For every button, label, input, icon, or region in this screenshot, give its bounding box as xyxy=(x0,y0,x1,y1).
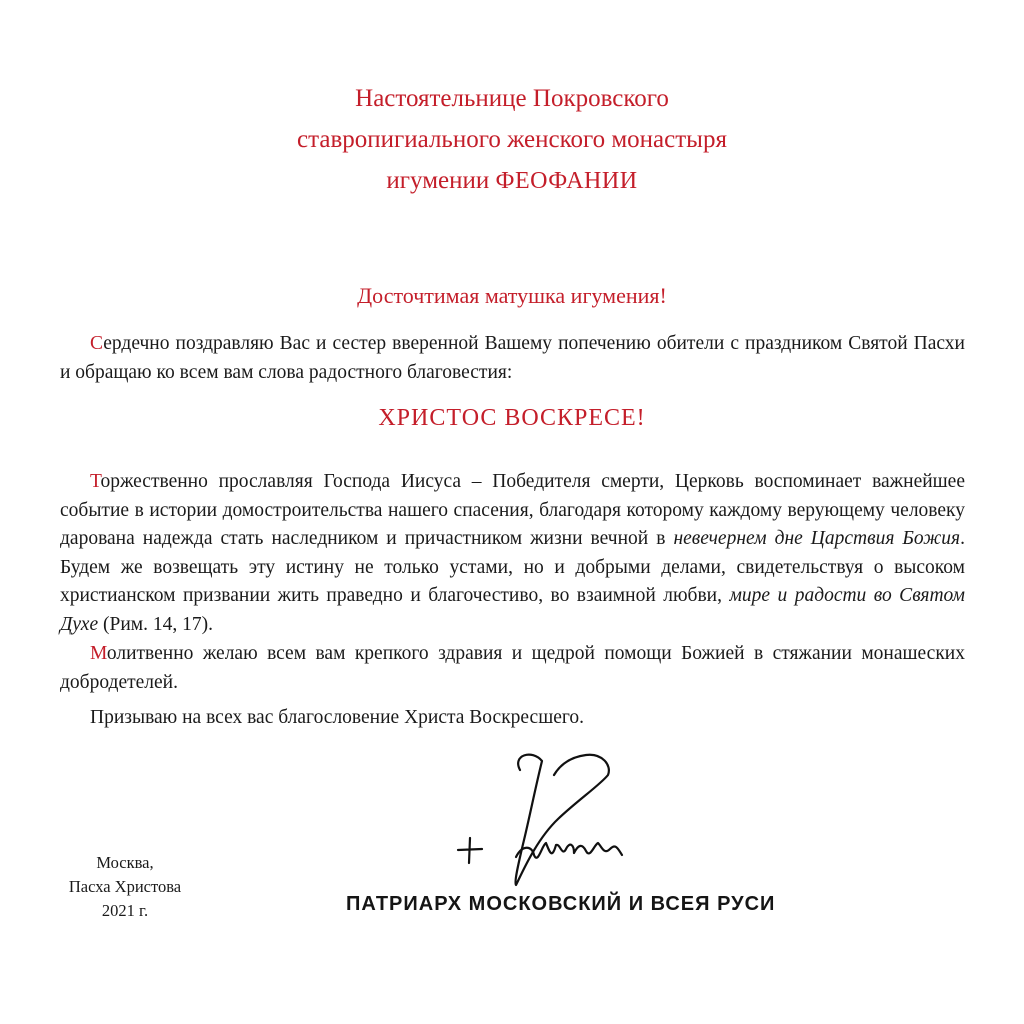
addressee-line-1: Настоятельнице Покровского xyxy=(355,85,669,112)
handwritten-signature xyxy=(450,745,640,900)
paragraph-text: ердечно поздравляю Вас и сестер вверенной Вашему попечению обители с праздником Святой Пасхи и обращаю ко всем вам слова радостного благовестия: xyxy=(60,333,965,383)
paragraph-text: олитвенно желаю всем вам крепкого здравия и щедрой помощи Божией в стяжании монашеских добродетелей. xyxy=(60,643,965,693)
paragraph-blessing xyxy=(60,704,965,733)
place-year: 2021 г. xyxy=(101,901,149,920)
addressee-line-3 xyxy=(0,160,1024,202)
paragraph-text: Призываю на всех вас благословение Христа Воскресшего. xyxy=(90,707,585,728)
paragraph-main xyxy=(60,468,965,639)
initial-letter: М xyxy=(90,643,107,664)
signature-cross xyxy=(458,838,482,863)
italic-quote: невечернем дне Царствия Божия xyxy=(673,528,961,549)
place-city: Москва, xyxy=(96,853,154,872)
addressee-title: игумении xyxy=(386,167,490,194)
addressee-line-2: ставропигиального женского монастыря xyxy=(297,126,727,153)
italic-quote: мире и радости во Святом Духе xyxy=(60,585,965,635)
signature-flourish xyxy=(515,755,608,885)
addressee-block xyxy=(0,78,1024,202)
initial-letter: Т xyxy=(90,471,101,492)
proclamation: ХРИСТОС ВОСКРЕСЕ! xyxy=(378,405,646,431)
salutation: Досточтимая матушка игумения! xyxy=(357,283,667,308)
paragraph-greeting xyxy=(60,330,965,387)
place-and-date xyxy=(40,851,210,923)
addressee-name: ФЕОФАНИИ xyxy=(495,168,638,194)
paragraph-text: . Будем же возвещать эту истину не только устами, но и добрыми делами, свидетельствуя о высоком христианском призвании жить праведно и благочестиво, во взаимной любви, xyxy=(60,528,965,606)
paragraph-wishes xyxy=(60,640,965,697)
place-occasion: Пасха Христова xyxy=(68,877,182,896)
signer-title: ПАТРИАРХ МОСКОВСКИЙ И ВСЕЯ РУСИ xyxy=(346,893,776,915)
paragraph-text: оржественно прославляя Господа Иисуса – Победителя смерти, Церковь воспоминает важнейшее событие в истории домостроительства нашего спасения, благодаря которому каждому верующему человеку дарована надежда стать наследником и причастником жизни вечной в xyxy=(60,471,965,549)
paragraph-text: (Рим. 14, 17). xyxy=(98,613,213,635)
initial-letter: С xyxy=(90,333,104,354)
